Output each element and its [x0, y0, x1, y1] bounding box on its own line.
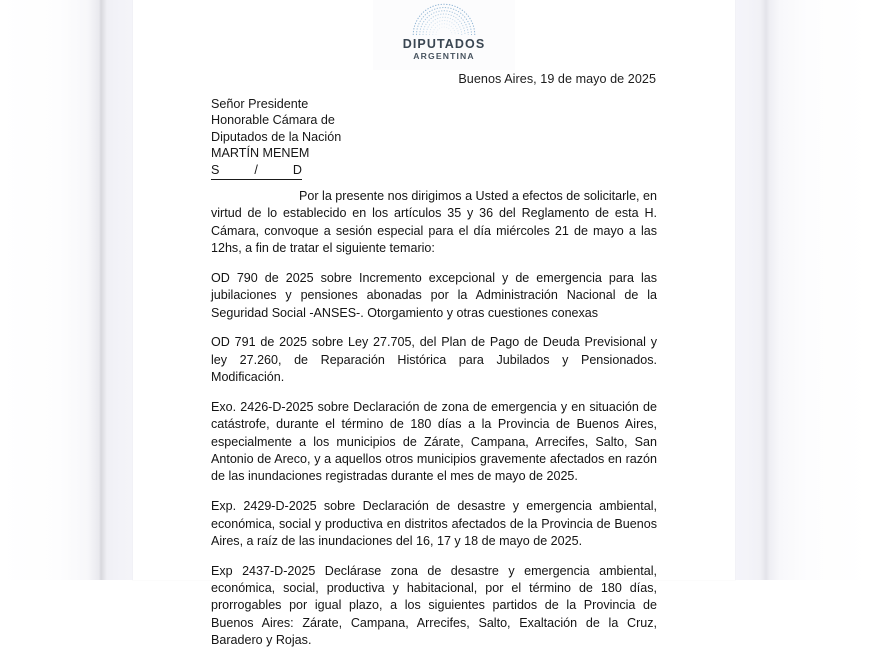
paragraph-od-790: OD 790 de 2025 sobre Incremento excepcional y de emergencia para las jubilaciones y pensiones abonadas por la Administración Nacional de la Seguridad Social -ANSES-. Otorgamiento y otras cuestiones conexas — [211, 270, 657, 320]
paragraph-exp-2437: Exp 2437-D-2025 Declárase zona de desastre y emergencia ambiental, económica, social, productiva y habitacional, por el término de 180 días, prorrogables por igual plazo, a los siguientes partidos de la Provincia de Buenos Aires: Zárate, Campana, Arrecifes, Salto, Exaltación de la Cruz, Baradero y Rojas. — [211, 563, 657, 648]
dateline: Buenos Aires, 19 de mayo de 2025 — [458, 72, 656, 86]
addressee-name: MARTÍN MENEM — [211, 146, 310, 161]
brand-title: DIPUTADOS — [402, 37, 486, 51]
courtesy-line: S / D — [211, 162, 302, 180]
addressee-block — [211, 96, 511, 180]
paragraph-intro: Por la presente nos dirigimos a Usted a efectos de solicitarle, en virtud de lo establecido en los artículos 35 y 36 del Reglamento de esta H. Cámara, convoque a sesión especial para el día miércoles 21 de mayo a las 12hs, a fin de tratar el siguiente temario: — [211, 189, 657, 256]
page-gutter-left — [0, 0, 134, 580]
letterhead — [373, 0, 515, 70]
brand-subtitle: ARGENTINA — [413, 51, 475, 61]
page-gutter-right — [734, 0, 870, 580]
paragraph-exp-2426: Exo. 2426-D-2025 sobre Declaración de zona de emergencia y en situación de catástrofe, durante el término de 180 días a la Provincia de Buenos Aires, especialmente a los municipios de Zárate, Campana, Arrecifes, Salto, San Antonio de Areco, y a aquellos otros municipios gravemente afectados en razón de las inundaciones registradas durante el mes de mayo de 2025. — [211, 399, 657, 484]
diputados-fan-emblem — [412, 3, 476, 36]
addressee-line-2: Honorable Cámara de — [211, 113, 335, 128]
paragraph-exp-2429: Exp. 2429-D-2025 sobre Declaración de desastre y emergencia ambiental, económica, social y productiva en distritos afectados de la Provincia de Buenos Aires, a raíz de las inundaciones del 16, 17 y 18 de mayo de 2025. — [211, 499, 657, 548]
paragraph-od-791: OD 791 de 2025 sobre Ley 27.705, del Plan de Pago de Deuda Previsional y ley 27.260, de Reparación Histórica para Jubilados y Pensionados. Modificación. — [211, 335, 657, 385]
addressee-line-1: Señor Presidente — [211, 97, 309, 111]
document-page — [133, 0, 735, 648]
addressee-line-3: Diputados de la Nación — [211, 129, 342, 144]
